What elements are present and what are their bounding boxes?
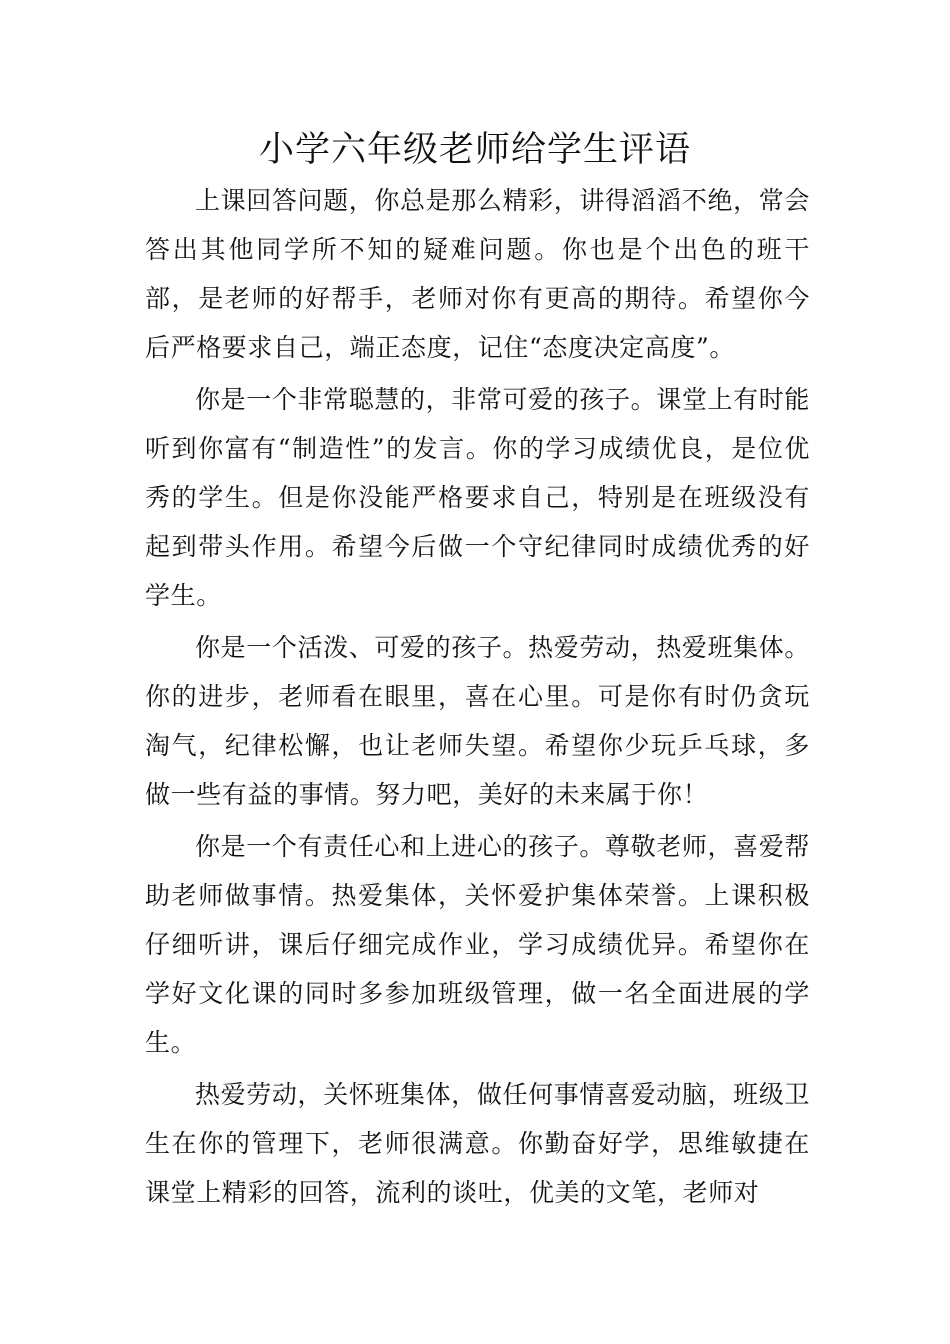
paragraph-5: 热爱劳动，关怀班集体，做任何事情喜爱动脑，班级卫生在你的管理下，老师很满意。你勤奋好学，思维敏捷在课堂上精彩的回答，流利的谈吐，优美的文笔，老师对: [145, 1080, 810, 1207]
paragraph-2: 你是一个非常聪慧的，非常可爱的孩子。课堂上有时能听到你富有“制造性”的发言。你的学习成绩优良，是位优秀的学生。但是你没能严格要求自己，特别是在班级没有起到带头作用。希望今后做一个守纪律同时成绩优秀的好学生。: [145, 385, 810, 610]
paragraph-4: 你是一个有责任心和上进心的孩子。尊敬老师，喜爱帮助老师做事情。热爱集体，关怀爱护集体荣誉。上课积极仔细听讲，课后仔细完成作业，学习成绩优异。希望你在学好文化课的同时多参加班级管理，做一名全面进展的学生。: [145, 832, 810, 1057]
paragraph-1: 上课回答问题，你总是那么精彩，讲得滔滔不绝，常会答出其他同学所不知的疑难问题。你也是个出色的班干部，是老师的好帮手，老师对你有更高的期待。希望你今后严格要求自己，端正态度，记住“态度决定高度”。: [145, 186, 810, 362]
document-title: 小学六年级老师给学生评语: [258, 130, 691, 170]
paragraph-3: 你是一个活泼、可爱的孩子。热爱劳动，热爱班集体。你的进步，老师看在眼里，喜在心里。可是你有时仍贪玩淘气，纪律松懈，也让老师失望。希望你少玩乒乓球，多做一些有益的事情。努力吧，美好的未来属于你！: [145, 633, 810, 809]
document-body: [145, 176, 810, 1220]
